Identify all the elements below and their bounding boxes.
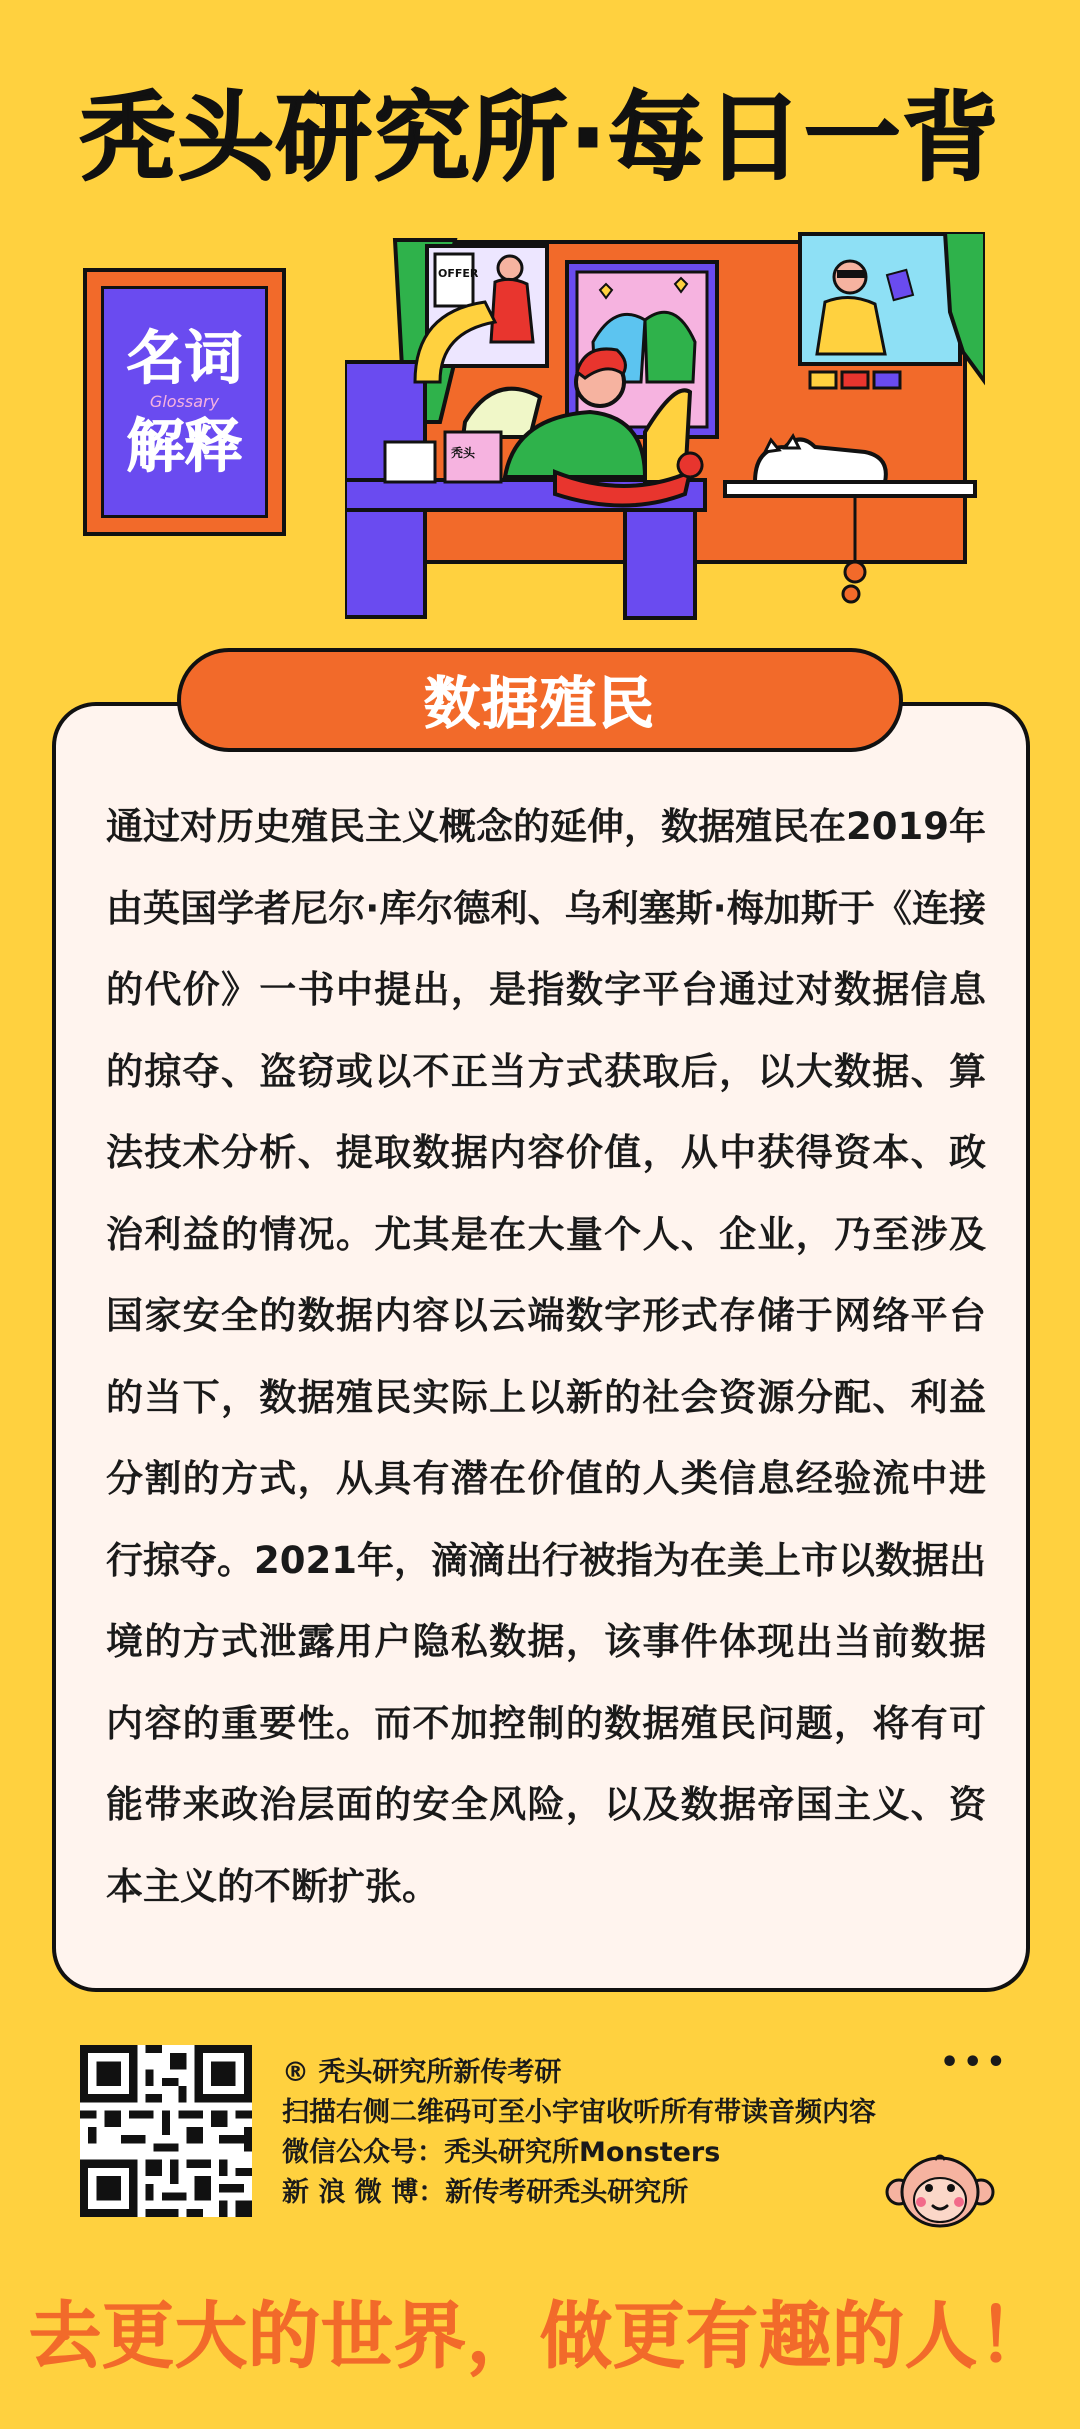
term-title-pill: [177, 648, 903, 752]
footer-qr-hint: 扫描右侧二维码可至小宇宙收听所有带读音频内容: [282, 2097, 876, 2128]
book-label-text: 秃头: [451, 446, 476, 460]
badge-line-1: 名词: [126, 324, 243, 392]
footer-weibo: 新 浪 微 博：新传考研秃头研究所: [282, 2177, 689, 2208]
footer-wechat: 微信公众号：秃头研究所Monsters: [282, 2137, 721, 2168]
footer-brand: ® 秃头研究所新传考研: [282, 2057, 562, 2088]
offer-sign-text: OFFER: [438, 267, 479, 280]
footer: [0, 2045, 1080, 2225]
term-title: 数据殖民: [424, 672, 656, 737]
qr-code-icon[interactable]: [80, 2045, 252, 2217]
more-dots-icon: •••: [940, 2045, 1010, 2080]
monkey-mascot-icon: [885, 2150, 995, 2230]
page-title: 秃头研究所·每日一背: [79, 82, 1001, 194]
definition-body: 通过对历史殖民主义概念的延伸，数据殖民在2019年由英国学者尼尔·库尔德利、乌利塞斯·梅加斯于《连接的代价》一书中提出，是指数字平台通过对数据信息的掠夺、盗窃或以不正当方式获取后，以大数据、算法技术分析、提取数据内容价值，从中获得资本、政治利益的情况。尤其是在大量个人、企业，乃至涉及国家安全的数据内容以云端数字形式存储于网络平台的当下，数据殖民实际上以新的社会资源分配、利益分割的方式，从具有潜在价值的人类信息经验流中进行掠夺。2021年，滴滴出行被指为在美上市以数据出境的方式泄露用户隐私数据，该事件体现出当前数据内容的重要性。而不加控制的数据殖民问题，将有可能带来政治层面的安全风险，以及数据帝国主义、资本主义的不断扩张。: [106, 805, 986, 1908]
glossary-badge-panel: [101, 286, 268, 518]
badge-line-2: 解释: [126, 412, 243, 480]
glossary-badge: [83, 268, 286, 536]
badge-subtitle: Glossary: [149, 392, 220, 411]
study-room-illustration: [345, 232, 985, 628]
slogan: 去更大的世界，做更有趣的人！: [28, 2294, 1051, 2378]
definition-card: [52, 702, 1030, 1992]
